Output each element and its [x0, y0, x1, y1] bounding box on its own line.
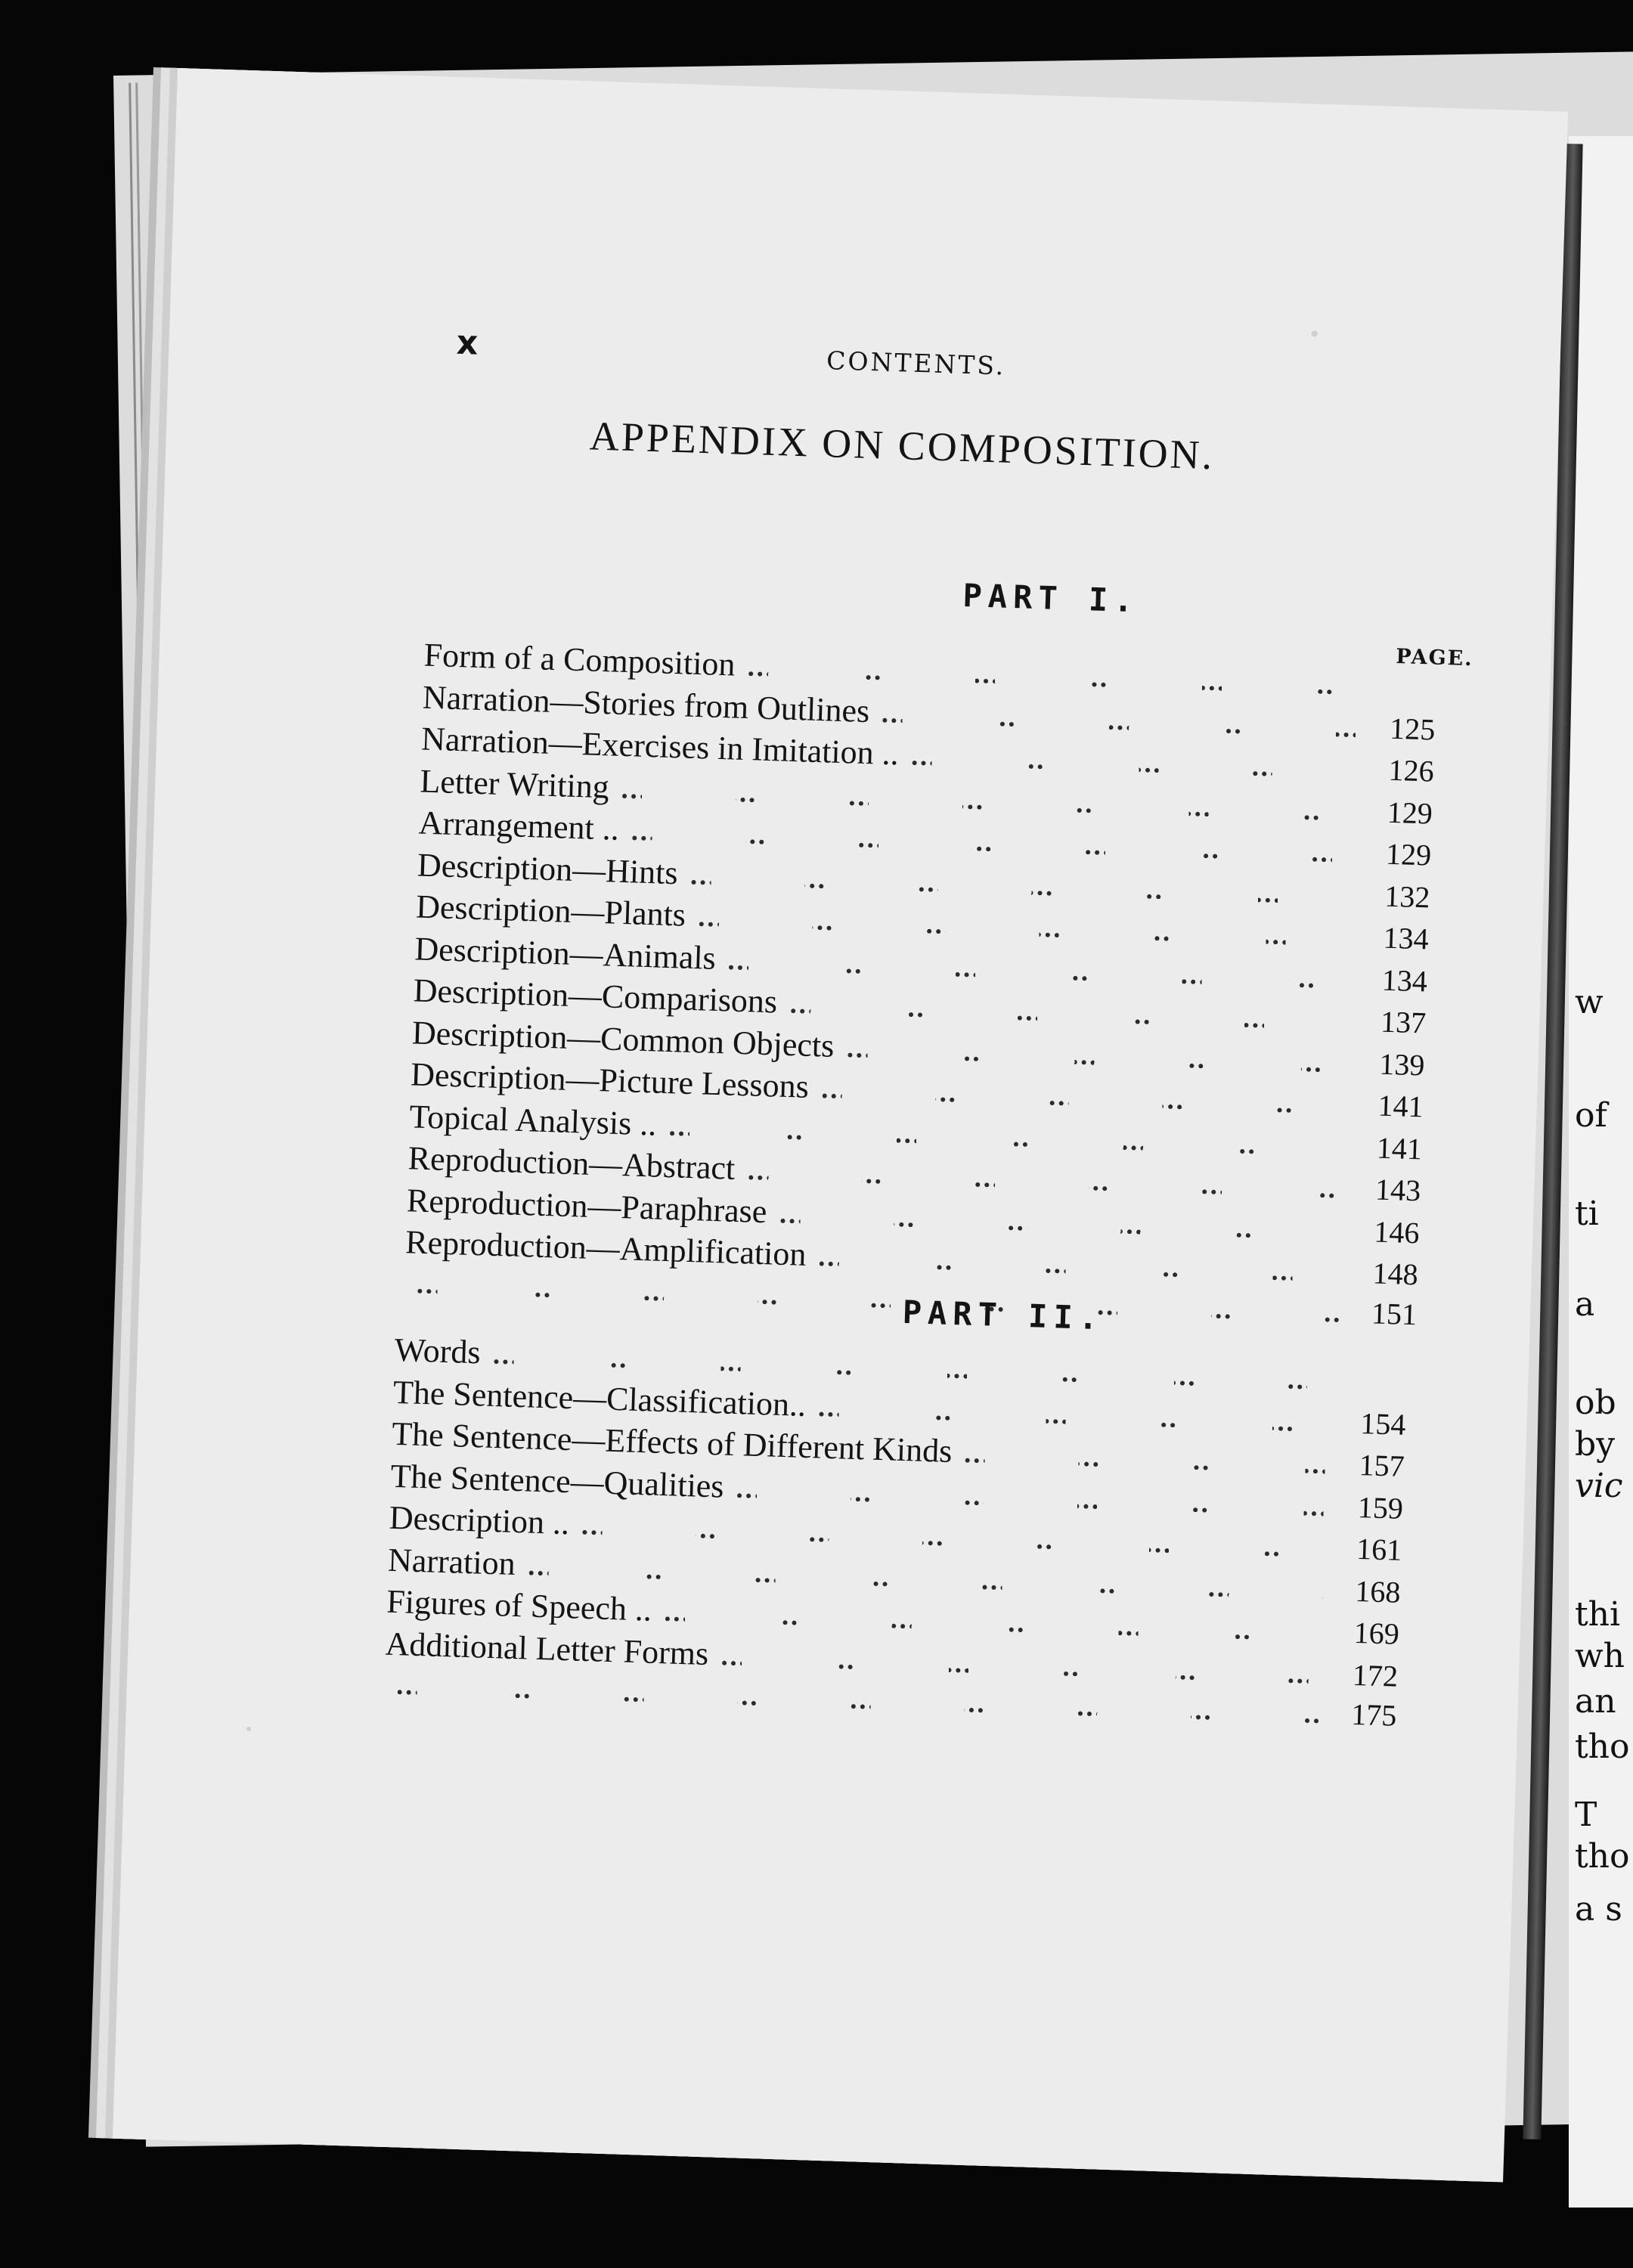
toc-entry-title: Narration—Stories from Outlines — [422, 678, 870, 730]
toc-entry-title: The Sentence—Effects of Different Kinds — [391, 1414, 953, 1470]
dot-leader — [722, 1648, 1322, 1684]
facing-page-fragment: T — [1575, 1796, 1597, 1834]
facing-page-fragment: tho — [1575, 1727, 1630, 1766]
toc-entry-title: Additional Letter Forms — [384, 1625, 709, 1672]
toc-entry-title: The Sentence—Classification.. — [392, 1373, 807, 1424]
dot-leader — [820, 1399, 1329, 1432]
dot-leader — [820, 1249, 1341, 1282]
toc-entry-title: Topical Analysis .. — [408, 1097, 658, 1143]
toc-entry-page: 125 — [1389, 711, 1436, 747]
toc-entry-title: Description—Picture Lessons — [410, 1055, 810, 1105]
paper-speck — [246, 1727, 251, 1731]
part-2-heading: PART II. — [902, 1293, 1105, 1337]
toc-entry-title: Narration—Exercises in Imitation .. — [420, 720, 900, 773]
toc-entry-page: 161 — [1356, 1531, 1402, 1567]
contents-page — [113, 68, 1568, 2182]
toc-entry-title: Letter Writing — [419, 762, 610, 805]
toc-entry-title: Figures of Speech .. — [386, 1582, 652, 1628]
toc-entry-page: 141 — [1377, 1088, 1424, 1124]
toc-entry-title: Arrangement .. — [418, 804, 620, 847]
toc-entry-page: 126 — [1387, 752, 1435, 789]
toc-entry-page: 132 — [1384, 878, 1431, 915]
toc-entry-page — [1343, 1390, 1407, 1393]
toc-entry-title: Form of a Composition — [423, 636, 736, 683]
toc-entry-title: Description—Comparisons — [413, 971, 778, 1021]
page-content — [113, 68, 1568, 2182]
dot-leader — [822, 1081, 1346, 1114]
toc-entry-title: Reproduction—Amplification — [404, 1223, 807, 1273]
toc-entry-page: 143 — [1374, 1172, 1421, 1208]
toc-entry-title: Description .. — [389, 1498, 570, 1542]
toc-entry-title: The Sentence—Qualities — [389, 1457, 725, 1505]
toc-entry-page: 157 — [1359, 1448, 1405, 1483]
toc-entry-page: 148 — [1372, 1256, 1419, 1292]
dot-leader — [912, 748, 1357, 779]
facing-page-fragment: ti — [1575, 1194, 1599, 1233]
toc-entry-page: 154 — [1359, 1405, 1407, 1442]
appendix-title: APPENDIX ON COMPOSITION. — [589, 413, 1216, 479]
toc-entry-page: 159 — [1357, 1489, 1404, 1526]
toc-entry-title: Description—Hints — [417, 845, 679, 891]
toc-entry-page: 175 — [1350, 1696, 1398, 1733]
toc-entry-title: Narration — [387, 1541, 516, 1582]
facing-page-fragment: by — [1575, 1425, 1616, 1464]
facing-page-fragment: wh — [1575, 1637, 1625, 1675]
facing-page-fragment: vic — [1575, 1467, 1623, 1505]
dot-leader — [791, 996, 1349, 1030]
toc-entry-page: 141 — [1376, 1130, 1423, 1166]
toc-entry-page: 129 — [1387, 795, 1433, 831]
running-head: CONTENTS. — [826, 345, 1006, 381]
toc-entry-title: Words — [394, 1331, 482, 1371]
facing-page-fragment: of — [1575, 1096, 1607, 1135]
dot-leader — [883, 705, 1359, 737]
toc-entry-title: Description—Animals — [414, 929, 717, 977]
toc-entry-page: 168 — [1354, 1573, 1402, 1610]
toc-entry-title: Description—Plants — [415, 888, 686, 934]
facing-page-fragment: thi — [1575, 1595, 1621, 1634]
toc-entry-page — [1373, 696, 1436, 698]
dot-leader — [748, 1163, 1344, 1198]
toc-entry-page: 134 — [1381, 962, 1428, 999]
dot-leader — [737, 1481, 1326, 1516]
page-column-label: PAGE. — [1395, 645, 1474, 671]
toc-entry-title: Reproduction—Paraphrase — [406, 1181, 768, 1230]
facing-page-fragment: tho — [1575, 1837, 1630, 1876]
paper-speck — [1312, 330, 1318, 336]
toc-entry-title: Description—Common Objects — [411, 1013, 835, 1064]
toc-entry-page: 139 — [1378, 1046, 1426, 1082]
facing-page-fragment: an — [1575, 1682, 1616, 1721]
toc-entry-title: Reproduction—Abstract — [407, 1139, 736, 1187]
dot-leader — [780, 1206, 1343, 1240]
toc-entry-page: 129 — [1385, 836, 1432, 872]
facing-page-fragment: w — [1575, 983, 1604, 1021]
toc-entry-page: 137 — [1380, 1004, 1427, 1040]
facing-page-fragment: ob — [1575, 1383, 1616, 1422]
toc-entry-page: 172 — [1352, 1657, 1399, 1693]
dot-leader — [965, 1446, 1328, 1474]
toc-entry-page: 169 — [1353, 1615, 1400, 1651]
toc-entry-page: 134 — [1382, 920, 1430, 956]
facing-page-fragment: a s — [1575, 1890, 1622, 1929]
dot-leader — [748, 659, 1359, 695]
facing-page-fragment: a — [1575, 1285, 1595, 1324]
part-1-heading: PART I. — [962, 576, 1140, 620]
toc-entry-page: 146 — [1373, 1213, 1421, 1250]
toc-entry-page: 151 — [1371, 1295, 1418, 1331]
dot-leader — [847, 1040, 1348, 1073]
page-number: x — [455, 323, 479, 363]
facing-page — [1569, 136, 1633, 2208]
